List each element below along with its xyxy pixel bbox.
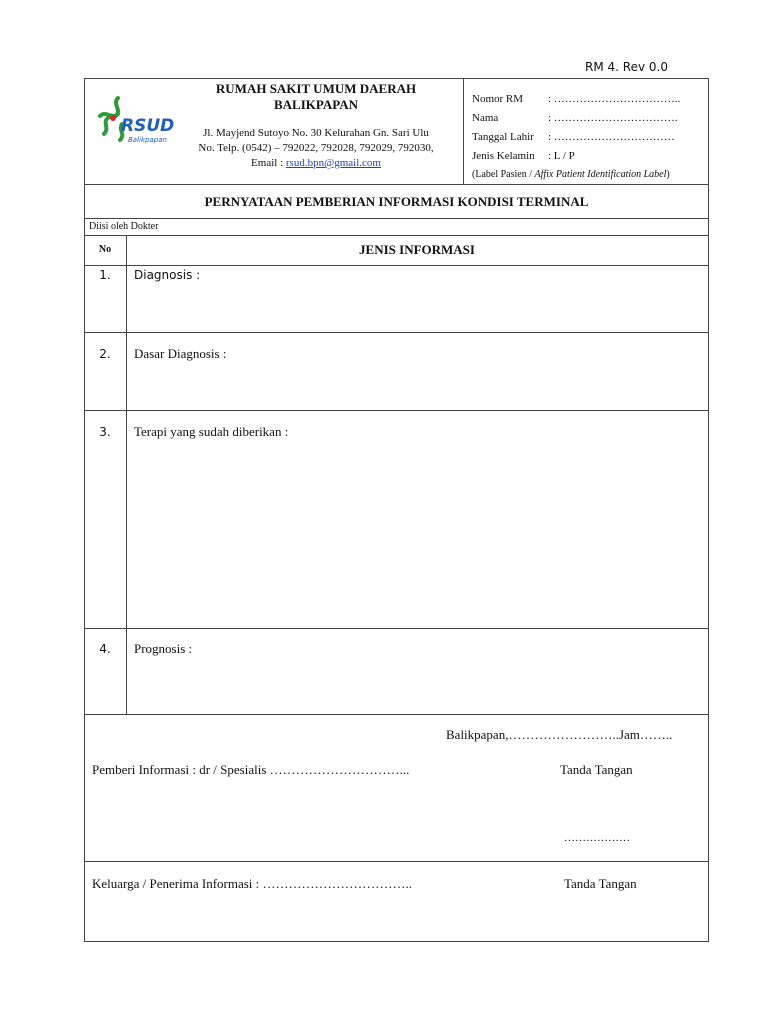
address-line2: No. Telp. (0542) – 792022, 792028, 792029, 792030, bbox=[198, 142, 434, 154]
therapy-given-field[interactable] bbox=[128, 442, 706, 626]
address-line1: Jl. Mayjend Sutoyo No. 30 Kelurahan Gn. Sari Ulu bbox=[203, 127, 429, 139]
patient-field-sex-label: Jenis Kelamin bbox=[472, 150, 535, 162]
row-number-3: 3. bbox=[99, 425, 111, 439]
patient-field-dob-value[interactable]: : …………………………… bbox=[548, 131, 675, 143]
patient-field-rm-value[interactable]: : …………………………….. bbox=[548, 93, 681, 105]
giver-signature-label: Tanda Tangan bbox=[560, 762, 633, 777]
document-code: RM 4. Rev 0.0 bbox=[585, 60, 668, 74]
row-label-basis-of-diagnosis: Dasar Diagnosis : bbox=[134, 346, 227, 361]
note-italic: Affix Patient Identification Label bbox=[534, 169, 667, 180]
column-header-info: JENIS INFORMASI bbox=[359, 242, 475, 257]
patient-field-name-value[interactable]: : ……………………………. bbox=[548, 112, 678, 124]
hospital-logo bbox=[94, 94, 175, 150]
column-header-no: No bbox=[98, 244, 112, 255]
form-title: PERNYATAAN PEMBERIAN INFORMASI KONDISI TERMINAL bbox=[204, 194, 589, 209]
patient-label-note bbox=[472, 169, 670, 180]
basis-of-diagnosis-field[interactable] bbox=[128, 364, 706, 408]
row-number-4: 4. bbox=[99, 642, 111, 656]
place-date-time[interactable]: Balikpapan,……………………..Jam…….. bbox=[446, 727, 673, 742]
hospital-name-line2: BALIKPAPAN bbox=[273, 97, 359, 112]
receiver-signature-label: Tanda Tangan bbox=[564, 876, 637, 891]
note-prefix: (Label Pasien / bbox=[472, 169, 535, 180]
row-number-2: 2. bbox=[99, 347, 111, 361]
patient-field-rm-label: Nomor RM bbox=[472, 93, 524, 105]
patient-field-dob-label: Tanggal Lahir bbox=[472, 131, 534, 143]
patient-field-sex-value[interactable]: : L / P bbox=[548, 150, 575, 162]
logo-subtext: Balikpapan bbox=[128, 136, 167, 144]
giver-signature-line[interactable]: ……………… bbox=[564, 832, 630, 844]
information-receiver[interactable]: Keluarga / Penerima Informasi : …………………………….. bbox=[92, 876, 413, 891]
patient-field-name-label: Nama bbox=[472, 112, 499, 124]
row-label-diagnosis: Diagnosis : bbox=[134, 268, 201, 282]
prognosis-field[interactable] bbox=[128, 658, 706, 712]
row-label-therapy-given: Terapi yang sudah diberikan : bbox=[134, 424, 289, 439]
logo-text: RSUD bbox=[121, 116, 175, 136]
note-suffix: ) bbox=[666, 169, 670, 180]
information-giver[interactable]: Pemberi Informasi : dr / Spesialis …………………………... bbox=[92, 762, 410, 777]
email-link[interactable]: rsud.bpn@gmail.com bbox=[285, 157, 381, 169]
row-label-prognosis: Prognosis : bbox=[134, 641, 193, 656]
diagnosis-field[interactable] bbox=[128, 284, 706, 330]
email-line bbox=[170, 157, 462, 169]
row-number-1: 1. bbox=[99, 268, 111, 282]
hospital-name-line1: RUMAH SAKIT UMUM DAERAH bbox=[215, 81, 417, 96]
filled-by-note: Diisi oleh Dokter bbox=[89, 221, 159, 232]
email-label: Email : bbox=[251, 157, 286, 169]
